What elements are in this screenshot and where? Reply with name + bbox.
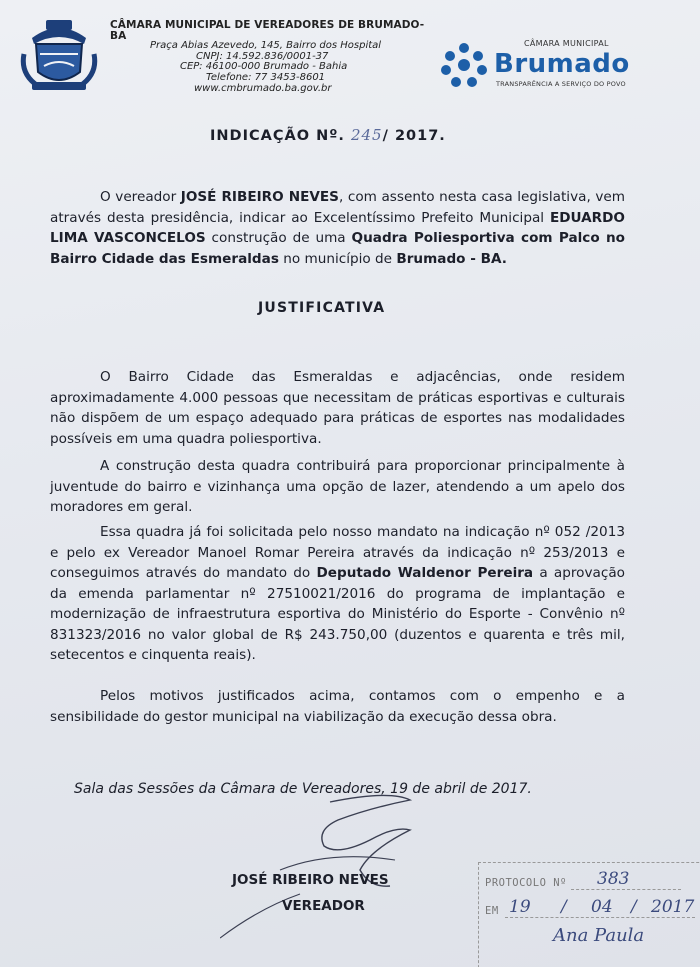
logo-brand-text: Brumado [494,49,630,79]
title-suffix: / 2017. [382,128,446,144]
title-prefix: INDICAÇÃO Nº. [210,128,345,144]
paragraph-3: Essa quadra já foi solicitada pelo nosso mandato na indicação nº 052 /2013 e pelo ex Vereador Manoel Romar Pereira através da indicação nº 253/2013 e conseguimos através do mandato do Deputado Waldenor Pereira a aprovação da emenda parlamentar nº 27510021/2016 do programa de implantação e modernização de infraestrutura esportiva do Ministério do Esporte - Convênio nº 831323/2016 no valor global de R$ 243.750,00 (duzentos e quarenta e três mil, setecentos e cinquenta reais). [50,524,625,663]
signer-role: VEREADOR [282,898,365,914]
title-number: 245 [350,126,383,144]
paragraph-2: A construção desta quadra contribuirá para proporcionar principalmente à juventude do bairro e vizinhança uma opção de lazer, atendendo a um apelo dos moradores em geral. [50,458,625,515]
intro-paragraph: O vereador JOSÉ RIBEIRO NEVES, com assento nesta casa legislativa, vem através desta presidência, indicar ao Excelentíssimo Prefeito Municipal EDUARDO LIMA VASCONCELOS construção de uma Quadra Poliesportiva com Palco no Bairro Cidade das Esmeraldas no município de Brumado - BA. [50,189,626,267]
protocol-sep-2: / [631,897,637,917]
protocol-number: 383 [597,869,630,889]
institution-name: CÂMARA MUNICIPAL DE VEREADORES DE BRUMADO-BA [110,19,425,42]
brumado-logo [440,36,660,96]
logo-tagline: TRANSPARÊNCIA A SERVIÇO DO POVO [496,80,626,88]
protocol-date-label: EM [485,905,499,917]
municipal-crest-icon [18,14,100,96]
document-title [210,126,446,144]
protocol-month: 04 [591,897,613,917]
protocol-sep-1: / [561,897,567,917]
cnpj-line: CNPJ: 14.592.836/0001-37 [196,50,329,62]
cep-line: CEP: 46100-000 Brumado - Bahia [180,61,348,73]
handwritten-signature [220,790,460,940]
paragraph-4: Pelos motivos justificados acima, contamos com o empenho e a sensibilidade do gestor municipal na viabilização da execução dessa obra. [50,688,625,725]
phone-line: Telefone: 77 3453-8601 [206,71,326,83]
logo-top-text: CÂMARA MUNICIPAL [524,39,609,48]
brumado-logo-icon [440,42,488,88]
closing-line: Sala das Sessões da Câmara de Vereadores, 19 de abril de 2017. [74,781,532,797]
address-line: Praça Abias Azevedo, 145, Bairro dos Hospital [150,40,382,52]
justificativa-heading: JUSTIFICATIVA [258,300,386,316]
letterhead [110,20,440,94]
website-line: www.cmbrumado.ba.gov.br [194,82,332,94]
signer-name: JOSÉ RIBEIRO NEVES [232,872,389,888]
protocol-day: 19 [509,897,531,917]
protocol-signature: Ana Paula [553,925,645,946]
paragraph-1: O Bairro Cidade das Esmeraldas e adjacências, onde residem aproximadamente 4.000 pessoas que necessitam de práticas esportivas e culturais não dispõem de um espaço adequado para práticas de esportes nas modalidades possíveis em uma quadra poliesportiva. [50,369,625,447]
protocol-label: PROTOCOLO Nº [485,877,567,889]
protocol-stamp [478,862,700,967]
protocol-year: 2017 [651,897,695,917]
